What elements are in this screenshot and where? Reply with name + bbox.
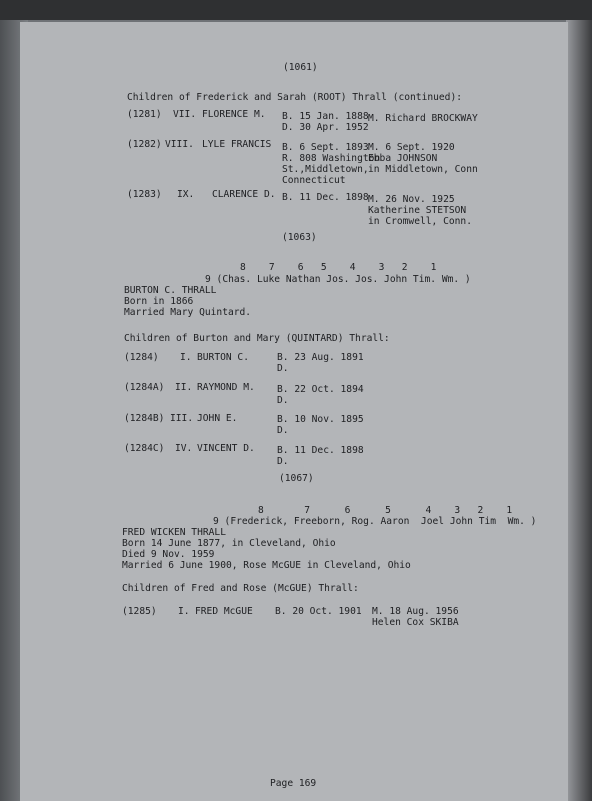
section2-title: Children of Burton and Mary (QUINTARD) Thrall: [124, 333, 390, 344]
entry-number: (1284A) [124, 382, 165, 393]
entry-number: (1283) [127, 189, 162, 200]
entry-roman: I. [178, 606, 190, 617]
entry-name: JOHN E. [197, 413, 238, 424]
page-header-ref: (1061) [283, 62, 318, 73]
entry-name: CLARENCE D. [212, 189, 276, 200]
entry-name: VINCENT D. [197, 443, 255, 454]
entry-marriage: M. 18 Aug. 1956 Helen Cox SKIBA [372, 606, 459, 628]
section-ref: (1067) [279, 473, 314, 484]
entry-roman: VII. [173, 109, 197, 120]
entry-death: D. [277, 395, 289, 406]
entry-roman: III. [170, 413, 194, 424]
page-number-footer: Page 169 [270, 778, 317, 789]
scanner-top-bar [0, 0, 592, 20]
lineage-line: 9 (Chas. Luke Nathan Jos. Jos. John Tim. Wm. ) [205, 274, 471, 285]
person-born: Born 14 June 1877, in Cleveland, Ohio [122, 538, 336, 549]
entry-name: RAYMOND M. [197, 382, 255, 393]
entry-roman: I. [180, 352, 192, 363]
document-page [20, 22, 568, 801]
entry-name: FRED McGUE [195, 606, 253, 617]
person-died: Died 9 Nov. 1959 [122, 549, 215, 560]
entry-roman: IX. [177, 189, 195, 200]
entry-birth: B. 15 Jan. 1888 [282, 111, 369, 122]
entry-marriage: M. 6 Sept. 1920 Ebba JOHNSON in Middletown, Conn [368, 142, 478, 175]
person-name: FRED WICKEN THRALL [122, 527, 226, 538]
section3-title: Children of Fred and Rose (McGUE) Thrall: [122, 583, 359, 594]
entry-roman: IV. [175, 443, 193, 454]
entry-number: (1282) [127, 139, 162, 150]
entry-death: D. 30 Apr. 1952 [282, 122, 369, 133]
entry-number: (1285) [122, 606, 157, 617]
entry-number: (1281) [127, 109, 162, 120]
entry-birth: B. 22 Oct. 1894 [277, 384, 364, 395]
entry-number: (1284) [124, 352, 159, 363]
person-born: Born in 1866 [124, 296, 194, 307]
person-name: BURTON C. THRALL [124, 285, 217, 296]
entry-marriage: M. Richard BROCKWAY [368, 113, 478, 124]
generation-numbers: 8 7 6 5 4 3 2 1 [240, 262, 437, 273]
entry-birth: B. 11 Dec. 1898 [282, 192, 369, 203]
person-married: Married Mary Quintard. [124, 307, 252, 318]
generation-numbers: 8 7 6 5 4 3 2 1 [258, 505, 513, 516]
section1-title: Children of Frederick and Sarah (ROOT) Thrall (continued): [127, 92, 463, 103]
section-ref: (1063) [282, 232, 317, 243]
entry-marriage: M. 26 Nov. 1925 Katherine STETSON in Cromwell, Conn. [368, 194, 472, 227]
entry-roman: II. [175, 382, 193, 393]
entry-death: D. [277, 425, 289, 436]
entry-number: (1284B) [124, 413, 165, 424]
person-married: Married 6 June 1900, Rose McGUE in Cleveland, Ohio [122, 560, 411, 571]
entry-number: (1284C) [124, 443, 165, 454]
entry-birth: B. 11 Dec. 1898 [277, 445, 364, 456]
lineage-line: 9 (Frederick, Freeborn, Rog. Aaron Joel John Tim Wm. ) [213, 516, 537, 527]
entry-roman: VIII. [165, 139, 194, 150]
entry-name: FLORENCE M. [202, 109, 266, 120]
entry-birth-residence: B. 6 Sept. 1893 R. 808 Washington St.,Middletown, Connecticut [282, 142, 381, 186]
entry-name: BURTON C. [197, 352, 249, 363]
entry-death: D. [277, 363, 289, 374]
entry-birth: B. 23 Aug. 1891 [277, 352, 364, 363]
entry-birth: B. 20 Oct. 1901 [275, 606, 362, 617]
entry-name: LYLE FRANCIS [202, 139, 272, 150]
entry-birth: B. 10 Nov. 1895 [277, 414, 364, 425]
book-right-edge [566, 20, 592, 801]
entry-death: D. [277, 456, 289, 467]
